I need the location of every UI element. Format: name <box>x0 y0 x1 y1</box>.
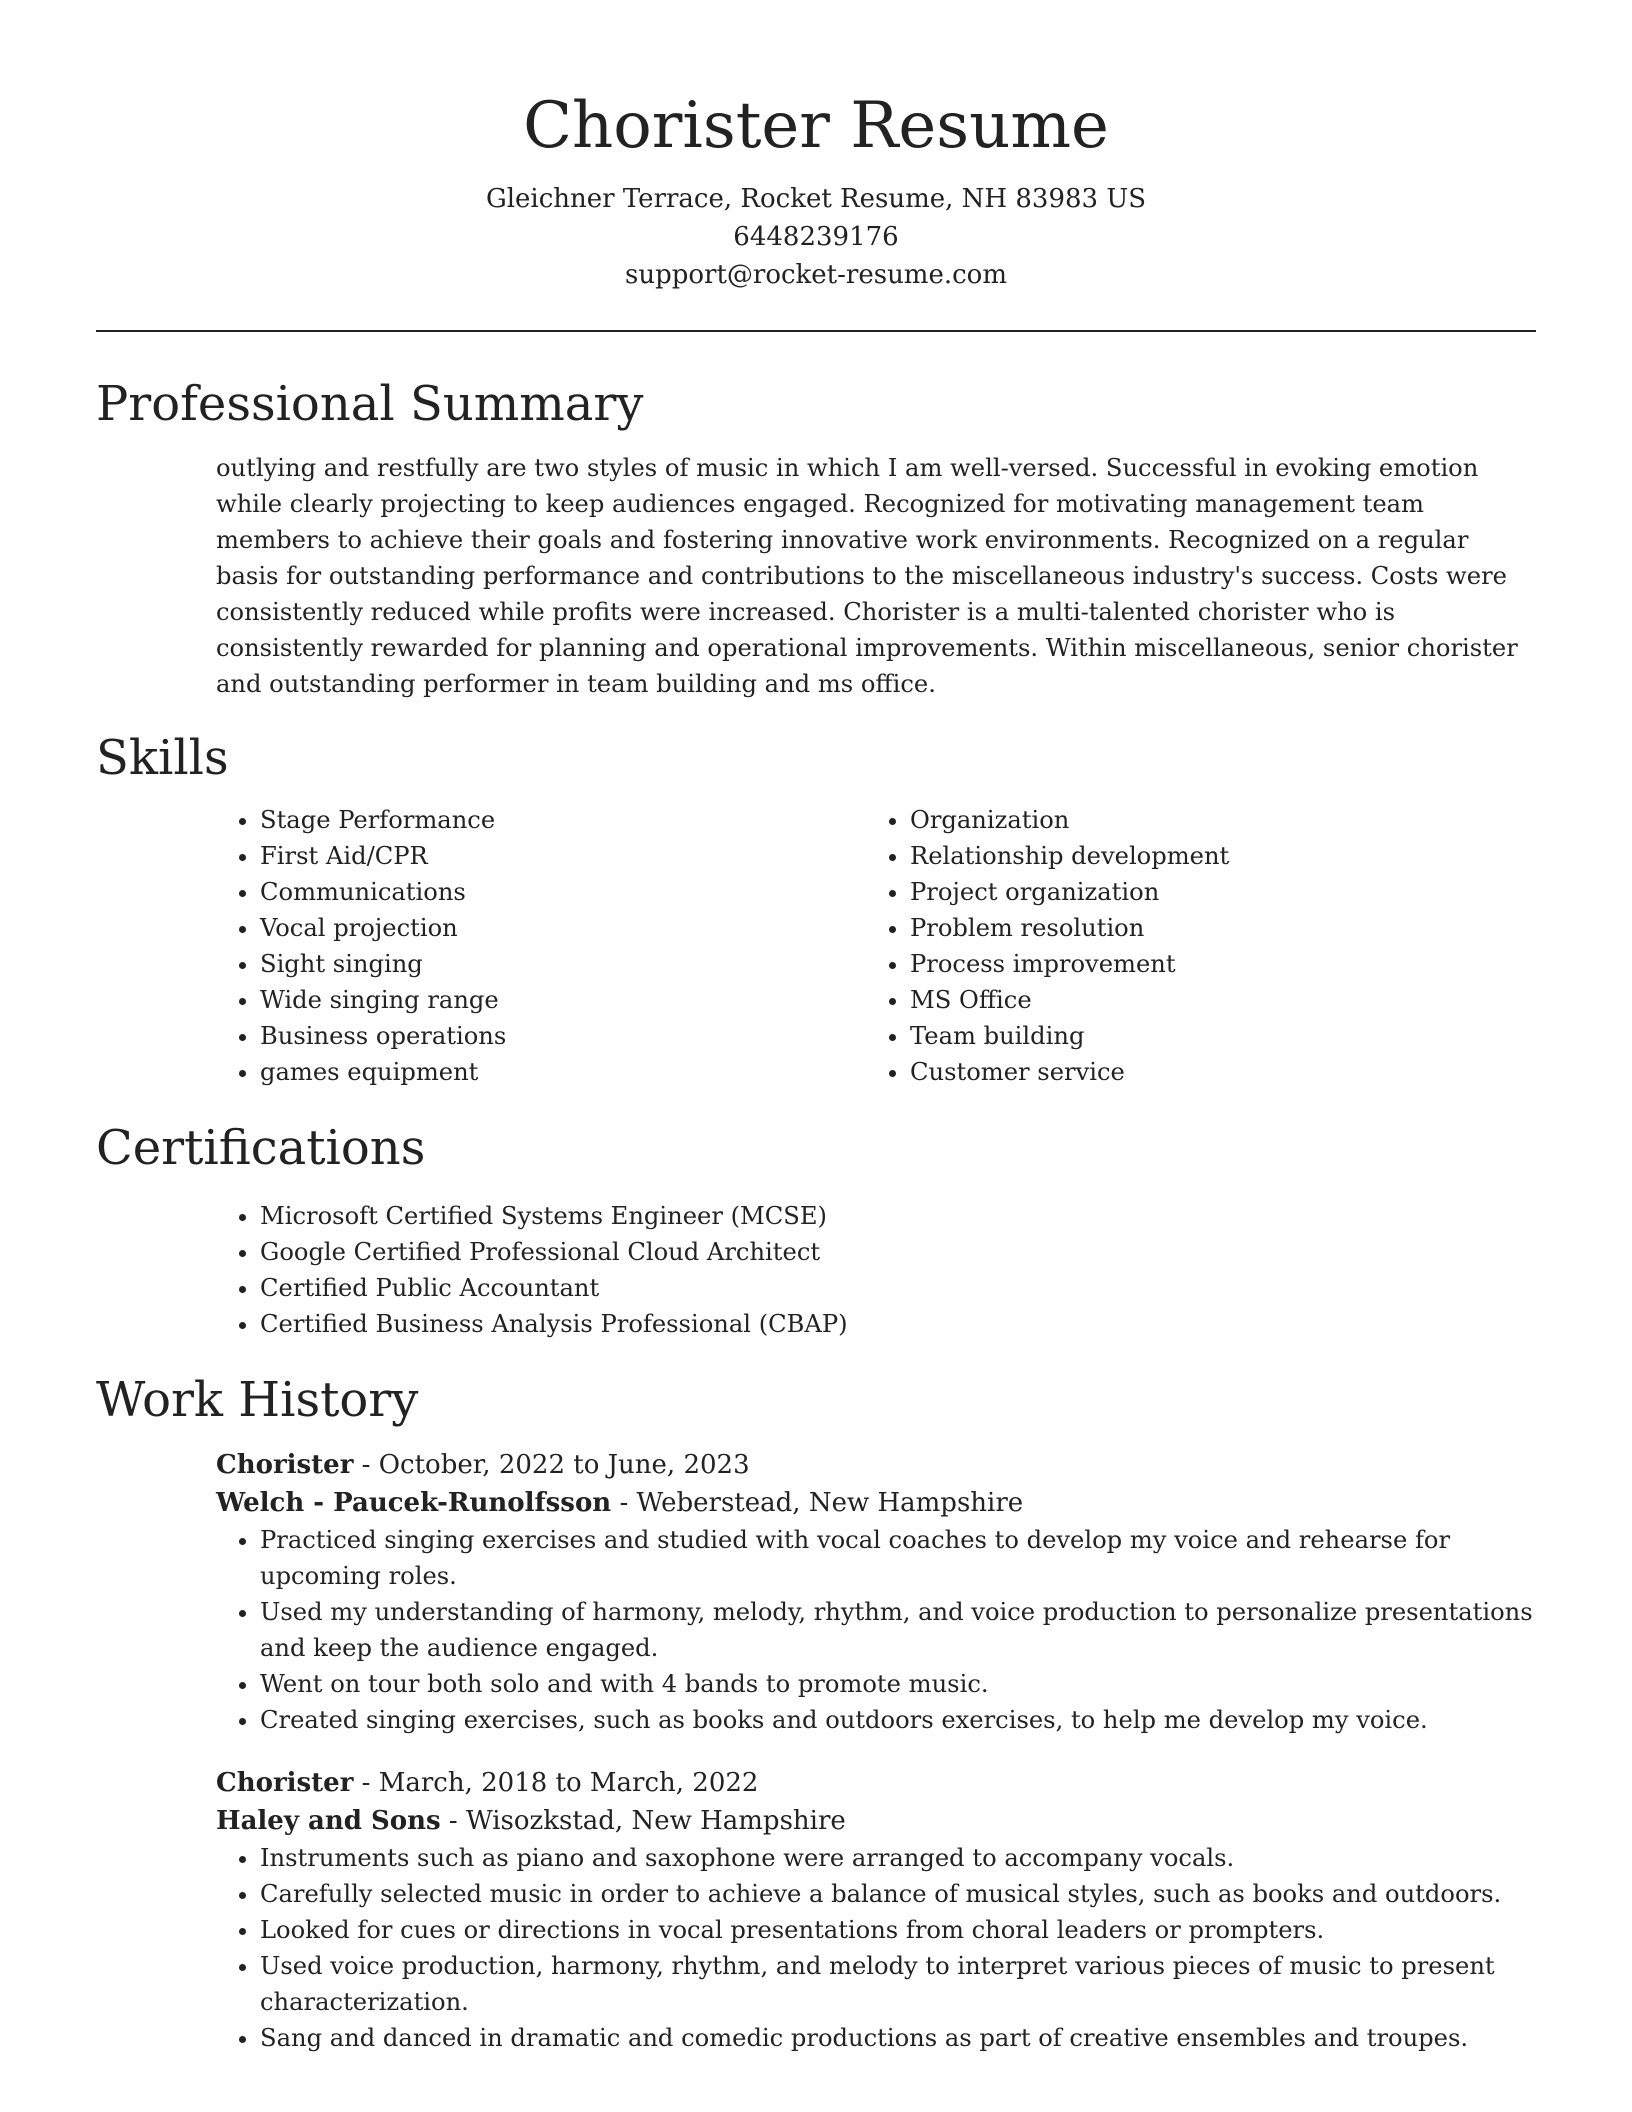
skill-item: • Problem resolution <box>910 910 1466 946</box>
job-duty-item: • Went on tour both solo and with 4 bands to promote music. <box>260 1666 1536 1702</box>
certifications-list <box>216 1198 1536 1342</box>
summary-heading: Professional Summary <box>96 376 644 432</box>
job-duties-list <box>216 1522 1536 1738</box>
skills-column-right <box>866 802 1466 1090</box>
job-duty-item: • Practiced singing exercises and studied with vocal coaches to develop my voice and rehearse for upcoming roles. <box>260 1522 1536 1594</box>
job-duty-item: • Used my understanding of harmony, melody, rhythm, and voice production to personalize presentations and keep the audience engaged. <box>260 1594 1536 1666</box>
job-role-line <box>216 1764 1536 1802</box>
job-duty-item: • Created singing exercises, such as books and outdoors exercises, to help me develop my voice. <box>260 1702 1536 1738</box>
resume-title: Chorister Resume <box>523 89 1109 163</box>
skills-list-right <box>866 802 1466 1090</box>
skill-item: • Organization <box>910 802 1466 838</box>
certification-item: • Microsoft Certified Systems Engineer (MCSE) <box>260 1198 1536 1234</box>
skill-item: • Customer service <box>910 1054 1466 1090</box>
job-duty-item: • Used voice production, harmony, rhythm, and melody to interpret various pieces of music to present characterization. <box>260 1948 1536 2020</box>
job-employer-line <box>216 1802 1536 1840</box>
job-role: Chorister <box>216 1768 354 1798</box>
job-duty-item: • Instruments such as piano and saxophone were arranged to accompany vocals. <box>260 1840 1536 1876</box>
certification-item: • Certified Public Accountant <box>260 1270 1536 1306</box>
job-role: Chorister <box>216 1450 354 1480</box>
work-history-heading: Work History <box>96 1372 419 1428</box>
job-role-line <box>216 1446 1536 1484</box>
job-employer: Haley and Sons <box>216 1806 441 1836</box>
job-duty-item: • Carefully selected music in order to achieve a balance of musical styles, such as books and outdoors. <box>260 1876 1536 1912</box>
resume-header <box>96 0 1536 294</box>
contact-block <box>96 180 1536 294</box>
certifications-heading: Certifications <box>96 1120 426 1176</box>
skill-item: • Stage Performance <box>260 802 866 838</box>
job-entry <box>216 1446 1536 1738</box>
skill-item: • Process improvement <box>910 946 1466 982</box>
job-duty-item: • Looked for cues or directions in vocal presentations from choral leaders or prompters. <box>260 1912 1536 1948</box>
skill-item: • Project organization <box>910 874 1466 910</box>
job-location: - Wisozkstad, New Hampshire <box>440 1806 846 1836</box>
certification-item: • Google Certified Professional Cloud Architect <box>260 1234 1536 1270</box>
skills-column-left <box>216 802 866 1090</box>
skill-item: • Communications <box>260 874 866 910</box>
skill-item: • Wide singing range <box>260 982 866 1018</box>
job-location: - Weberstead, New Hampshire <box>611 1488 1024 1518</box>
header-divider <box>96 330 1536 332</box>
certification-item: • Certified Business Analysis Professional (CBAP) <box>260 1306 1536 1342</box>
job-dates: - March, 2018 to March, 2022 <box>353 1768 759 1798</box>
skill-item: • MS Office <box>910 982 1466 1018</box>
skills-list-left <box>216 802 866 1090</box>
skill-item: • Vocal projection <box>260 910 866 946</box>
job-employer-line <box>216 1484 1536 1522</box>
skill-item: • Relationship development <box>910 838 1466 874</box>
certifications-block <box>216 1198 1536 1342</box>
job-entry <box>216 1764 1536 2056</box>
job-duty-item: • Sang and danced in dramatic and comedic productions as part of creative ensembles and troupes. <box>260 2020 1536 2056</box>
skill-item: • Sight singing <box>260 946 866 982</box>
skill-item: • games equipment <box>260 1054 866 1090</box>
job-duties-list <box>216 1840 1536 2056</box>
contact-email: support@rocket-resume.com <box>624 260 1007 290</box>
skills-columns <box>96 802 1536 1090</box>
job-employer: Welch - Paucek-Runolfsson <box>216 1488 612 1518</box>
skill-item: • Team building <box>910 1018 1466 1054</box>
contact-phone: 6448239176 <box>733 222 899 252</box>
summary-paragraph: outlying and restfully are two styles of music in which I am well-versed. Successful in evoking emotion while clearly projecting to keep audiences engaged. Recognized for motivating management team members to achieve their goals and fostering innovative work environments. Recognized on a regular basis for outstanding performance and contributions to the miscellaneous industry's success. Costs were consistently reduced while profits were increased. Chorister is a multi-talented chorister who is consistently rewarded for planning and operational improvements. Within miscellaneous, senior chorister and outstanding performer in team building and ms office. <box>216 454 1518 698</box>
skills-heading: Skills <box>96 730 229 786</box>
skill-item: • First Aid/CPR <box>260 838 866 874</box>
job-dates: - October, 2022 to June, 2023 <box>353 1450 750 1480</box>
skill-item: • Business operations <box>260 1018 866 1054</box>
contact-address: Gleichner Terrace, Rocket Resume, NH 83983 US <box>485 184 1147 214</box>
